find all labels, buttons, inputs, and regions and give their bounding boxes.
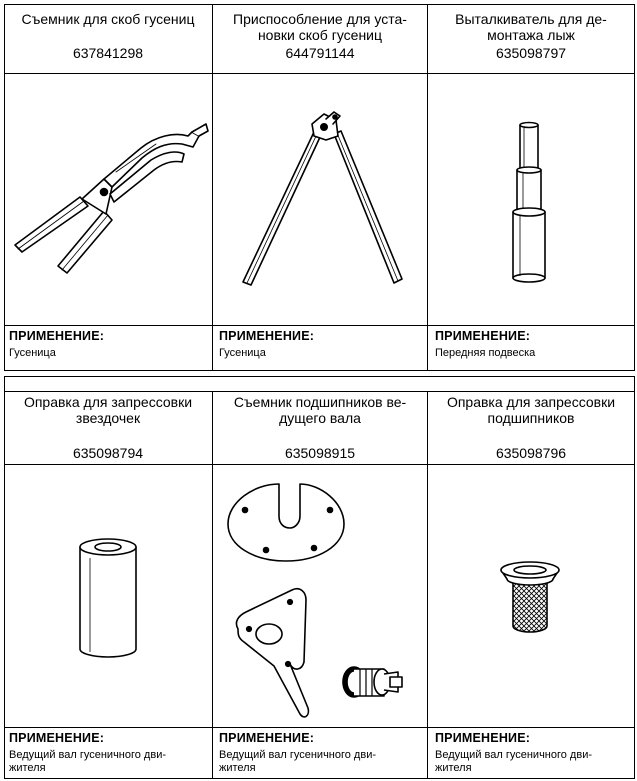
column-divider <box>212 4 213 371</box>
drive-shaft-bearing-puller-icon <box>214 466 426 726</box>
ski-removal-pusher-icon <box>429 74 634 324</box>
tool-title: Съемник подшипников ве- дущего вала <box>233 394 407 426</box>
application-text: Ведущий вал гусеничного дви- жителя <box>9 749 167 774</box>
bearing-press-mandrel-icon <box>429 466 634 726</box>
tool-code: 635098915 <box>284 445 356 461</box>
tool-code: 635098797 <box>495 45 567 61</box>
track-clip-puller-icon <box>6 74 211 324</box>
tool-title: Выталкиватель для де- монтажа лыж <box>455 11 607 43</box>
tool-title: Оправка для запрессовки подшипников <box>446 394 616 426</box>
column-divider <box>427 391 428 779</box>
row-divider <box>4 464 635 465</box>
application-label: ПРИМЕНЕНИЕ: <box>219 329 315 343</box>
tool-code: 635098796 <box>495 445 567 461</box>
sprocket-press-mandrel-icon <box>6 466 211 726</box>
tool-code: 635098794 <box>72 445 144 461</box>
tool-title: Съемник для скоб гусениц <box>21 11 195 27</box>
tool-code: 644791144 <box>285 45 355 61</box>
application-label: ПРИМЕНЕНИЕ: <box>435 731 531 745</box>
application-label: ПРИМЕНЕНИЕ: <box>219 731 315 745</box>
application-text: Гусеница <box>9 347 56 359</box>
column-divider <box>427 4 428 371</box>
row-divider <box>4 325 635 326</box>
row-divider <box>4 727 635 728</box>
tool-title: Приспособление для уста- новки скоб гусениц <box>233 11 407 43</box>
tool-title: Оправка для запрессовки звездочек <box>23 394 193 426</box>
application-text: Передняя подвеска <box>435 347 536 359</box>
application-label: ПРИМЕНЕНИЕ: <box>9 329 105 343</box>
column-divider <box>212 391 213 779</box>
application-text: Ведущий вал гусеничного дви- жителя <box>435 749 593 774</box>
application-text: Гусеница <box>219 347 266 359</box>
application-label: ПРИМЕНЕНИЕ: <box>9 731 105 745</box>
track-clip-installer-icon <box>214 74 426 324</box>
application-text: Ведущий вал гусеничного дви- жителя <box>219 749 377 774</box>
tool-code: 637841298 <box>72 45 144 61</box>
row-divider <box>4 391 635 392</box>
application-label: ПРИМЕНЕНИЕ: <box>435 329 531 343</box>
